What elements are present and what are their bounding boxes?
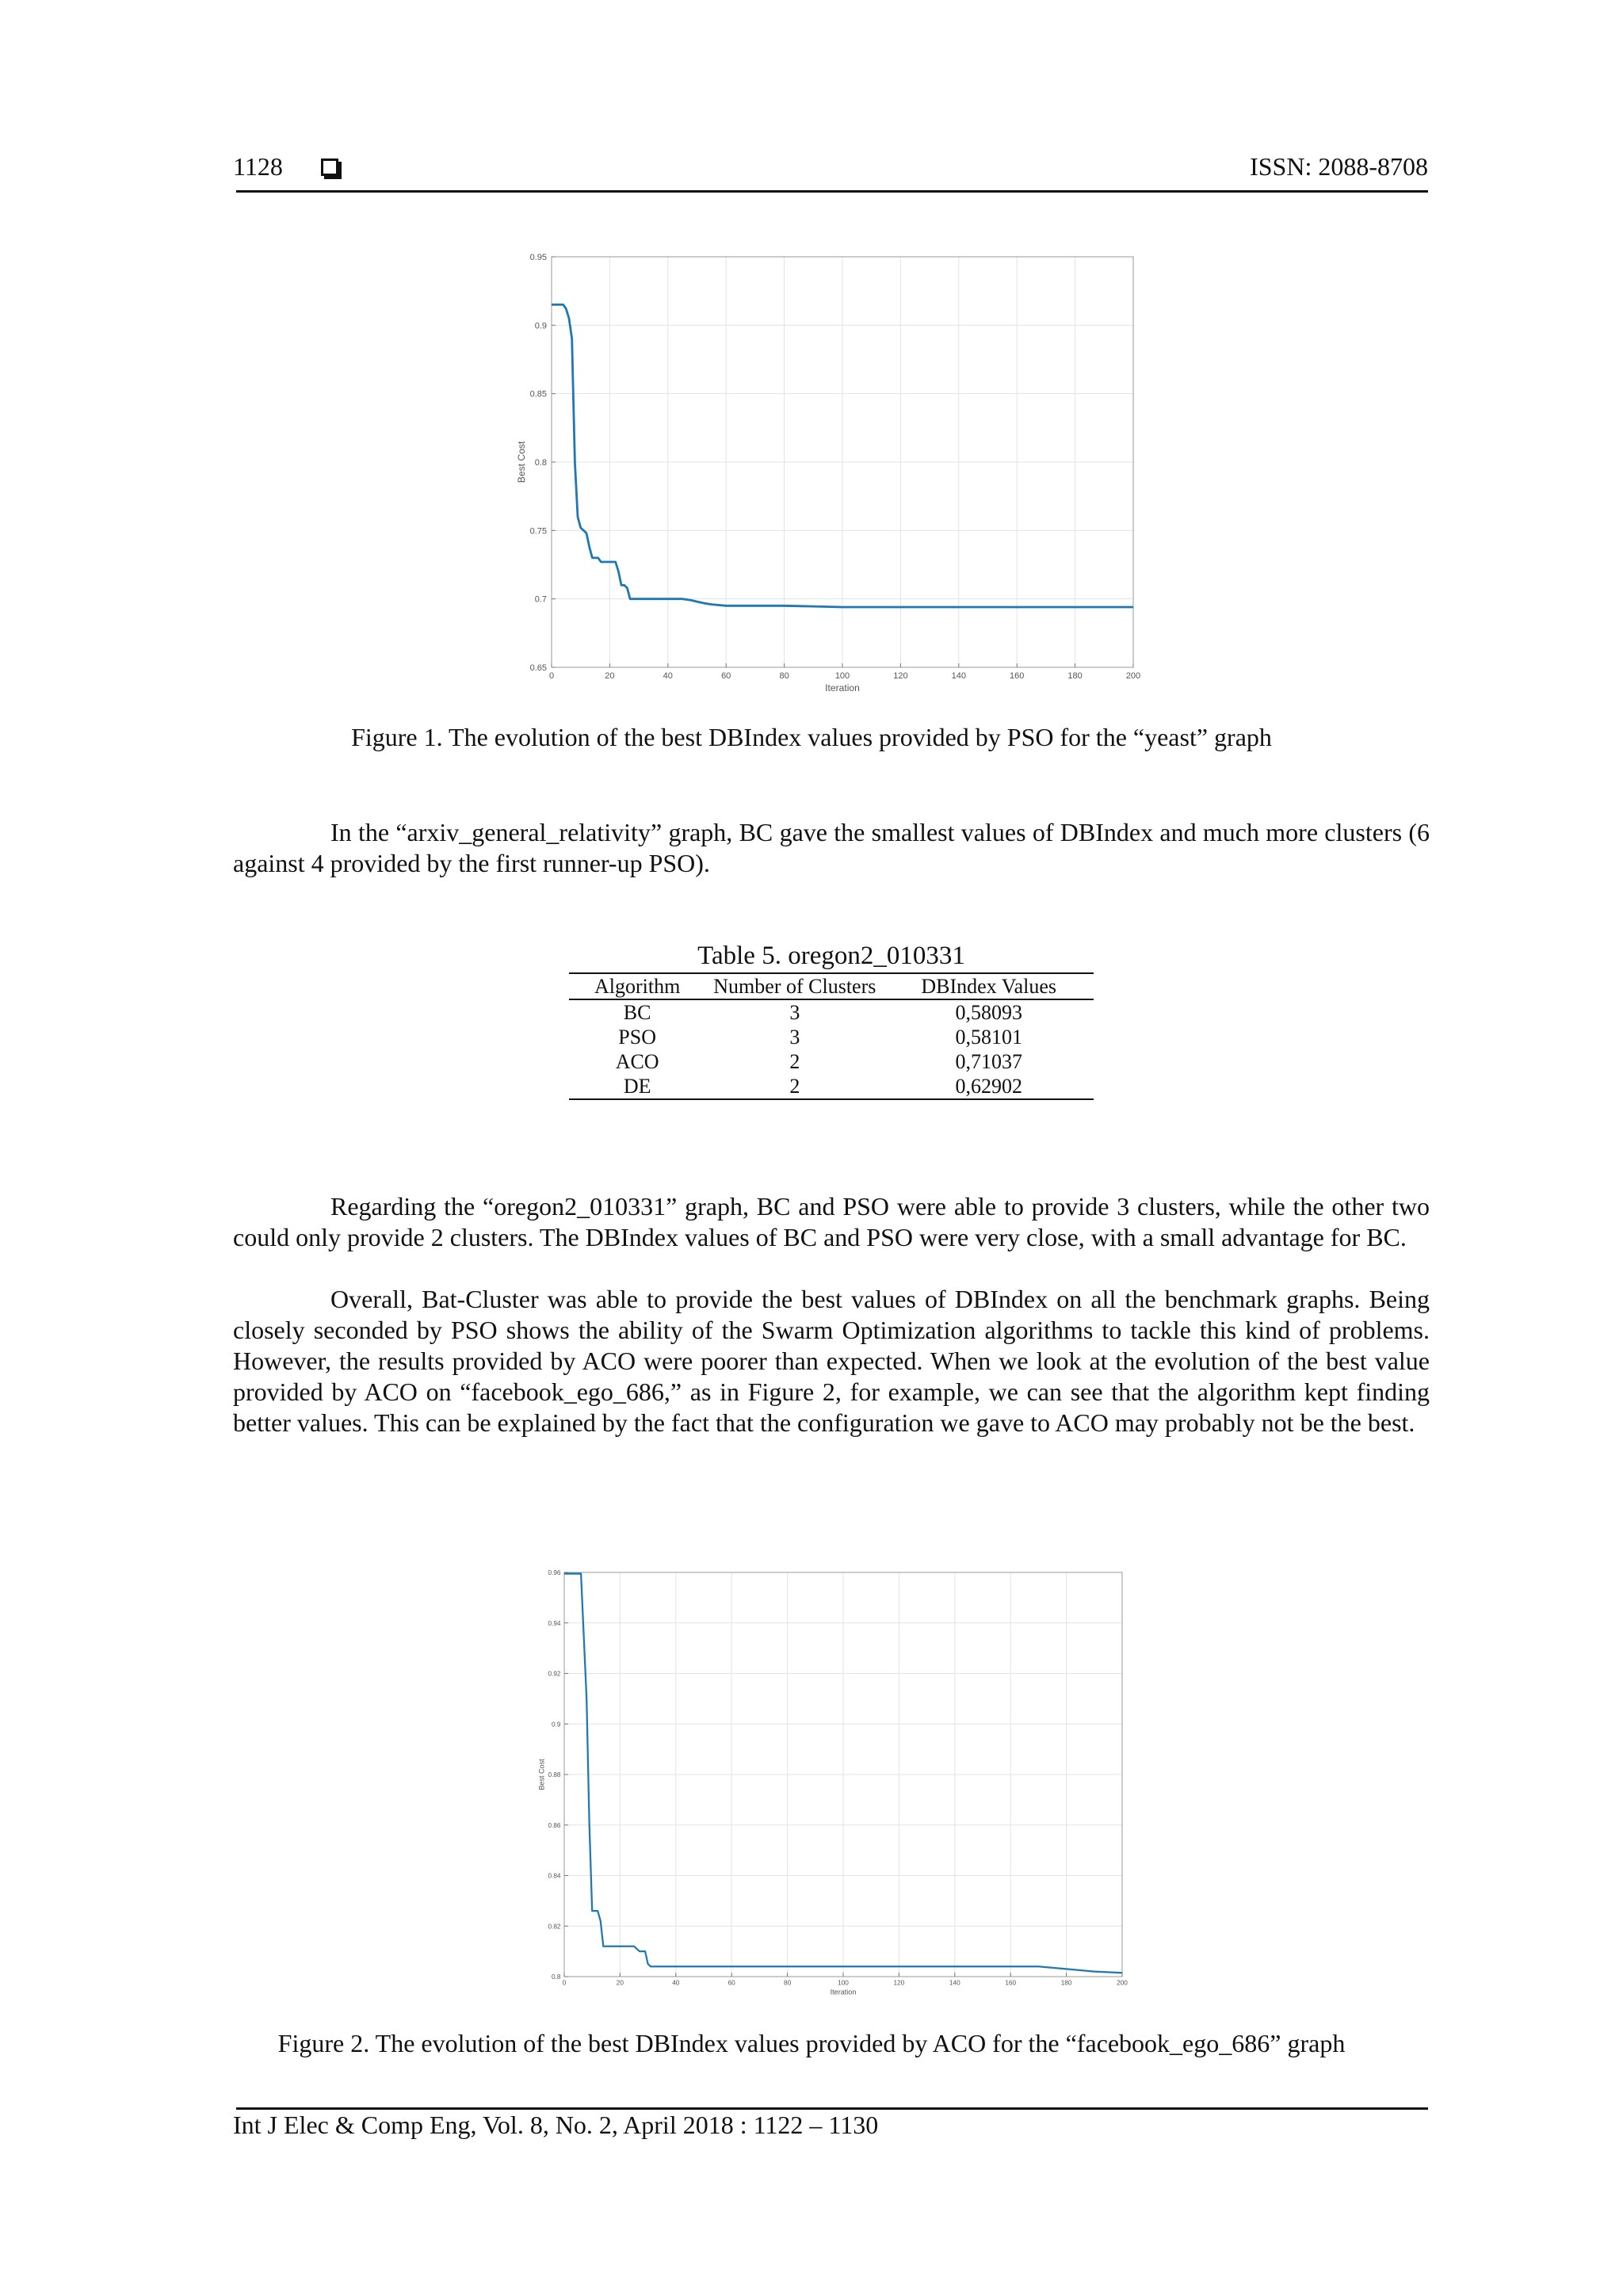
x-axis-label: Iteration [830, 1988, 857, 1996]
x-tick-label: 40 [663, 671, 673, 681]
y-tick-label: 0.8 [534, 458, 547, 468]
footer-rule [236, 2107, 1428, 2110]
header-algorithm: Algorithm [594, 975, 681, 998]
x-tick-label: 180 [1067, 671, 1083, 681]
issn: ISSN: 2088-8708 [1250, 152, 1428, 181]
y-tick-label: 0.94 [548, 1619, 561, 1627]
table-row [569, 1049, 1094, 1074]
table-row [569, 999, 1094, 1025]
paragraph-2: Regarding the “oregon2_010331” graph, BC and PSO were able to provide 3 clusters, while the other two could only provide 2 clusters. The DBIndex values of BC and PSO were very close, with a small advantage for BC. [233, 1192, 1430, 1251]
x-tick-label: 40 [672, 1979, 680, 1987]
x-tick-label: 200 [1117, 1979, 1128, 1987]
y-axis-label: Best Cost [516, 441, 527, 483]
y-tick-label: 0.9 [534, 321, 547, 331]
figure-2-chart [529, 1563, 1133, 2007]
y-tick-label: 0.88 [548, 1771, 561, 1778]
y-tick-label: 0.86 [548, 1821, 561, 1829]
results-table [569, 972, 1094, 1100]
table-cell: 0,62902 [955, 1075, 1022, 1098]
square-icon [321, 159, 338, 176]
x-tick-label: 200 [1125, 671, 1141, 681]
table-cell: 2 [789, 1050, 800, 1073]
footer-citation: Int J Elec & Comp Eng, Vol. 8, No. 2, April 2018 : 1122 – 1130 [233, 2111, 879, 2139]
table-cell: PSO [618, 1026, 656, 1049]
x-tick-label: 160 [1005, 1979, 1017, 1987]
table-5 [569, 942, 1094, 1100]
x-tick-label: 180 [1060, 1979, 1072, 1987]
y-tick-label: 0.84 [548, 1872, 561, 1880]
x-tick-label: 120 [893, 671, 908, 681]
paragraph-1: In the “arxiv_general_relativity” graph, BC gave the smallest values of DBIndex and much more clusters (6 against 4 provided by the first runner-up PSO). [233, 818, 1430, 877]
y-tick-label: 0.92 [548, 1670, 561, 1678]
x-tick-label: 0 [562, 1979, 567, 1987]
y-tick-label: 0.8 [552, 1973, 561, 1981]
table-cell: 0,71037 [955, 1050, 1022, 1073]
page-header-left [233, 152, 338, 181]
x-tick-label: 60 [727, 1979, 735, 1987]
x-tick-label: 100 [834, 671, 850, 681]
table-cell: BC [623, 1001, 651, 1024]
page-number: 1128 [233, 152, 283, 181]
table-cell: 0,58093 [955, 1001, 1022, 1024]
figure-1-chart [507, 246, 1149, 705]
x-tick-label: 80 [784, 1979, 792, 1987]
paragraph-3: Overall, Bat-Cluster was able to provide the best values of DBIndex on all the benchmark graphs. Being closely seconded by PSO shows the ability of the Swarm Optimization algorithms to tackle this kind of problems. However, the results provided by ACO were poorer than expected. When we look at the evolution of the best value provided by ACO on “facebook_ego_686,” as in Figure 2, for example, we can see that the algorithm kept finding better values. This can be explained by the fact that the configuration we gave to ACO may probably not be the best. [233, 1285, 1430, 1437]
y-tick-label: 0.95 [529, 253, 547, 262]
x-tick-label: 60 [721, 671, 731, 681]
x-tick-label: 140 [951, 671, 966, 681]
y-tick-label: 0.75 [529, 526, 547, 537]
table-cell: 3 [789, 1001, 800, 1024]
x-tick-label: 160 [1010, 671, 1025, 681]
x-tick-label: 140 [949, 1979, 960, 1987]
y-axis-label: Best Cost [537, 1759, 546, 1790]
y-tick-label: 0.85 [529, 389, 547, 399]
figure-2-caption: Figure 2. The evolution of the best DBIndex values provided by ACO for the “facebook_ego_686” graph [277, 2029, 1346, 2057]
table-header-row [569, 973, 1094, 999]
table-5-title: Table 5. oregon2_010331 [697, 942, 965, 970]
y-tick-label: 0.9 [552, 1721, 561, 1729]
table-cell: DE [623, 1075, 651, 1098]
table-cell: 2 [789, 1075, 800, 1098]
figure-1-caption: Figure 1. The evolution of the best DBIndex values provided by PSO for the “yeast” graph [351, 723, 1272, 751]
x-axis-label: Iteration [825, 682, 860, 693]
x-tick-label: 100 [838, 1979, 849, 1987]
x-tick-label: 120 [893, 1979, 905, 1987]
x-tick-label: 0 [548, 671, 555, 681]
table-cell: ACO [615, 1050, 659, 1073]
x-tick-label: 20 [605, 671, 615, 681]
table-cell: 0,58101 [955, 1026, 1022, 1049]
x-tick-label: 20 [616, 1979, 624, 1987]
y-tick-label: 0.7 [534, 594, 547, 605]
x-tick-label: 80 [779, 671, 789, 681]
y-tick-label: 0.65 [529, 663, 547, 673]
header-dbindex-values: DBIndex Values [921, 975, 1057, 998]
table-row [569, 1025, 1094, 1049]
y-tick-label: 0.82 [548, 1923, 561, 1931]
header-number-of-clusters: Number of Clusters [713, 975, 876, 998]
header-rule [236, 190, 1428, 193]
table-row [569, 1074, 1094, 1099]
y-tick-label: 0.96 [548, 1569, 561, 1576]
table-cell: 3 [789, 1026, 800, 1049]
